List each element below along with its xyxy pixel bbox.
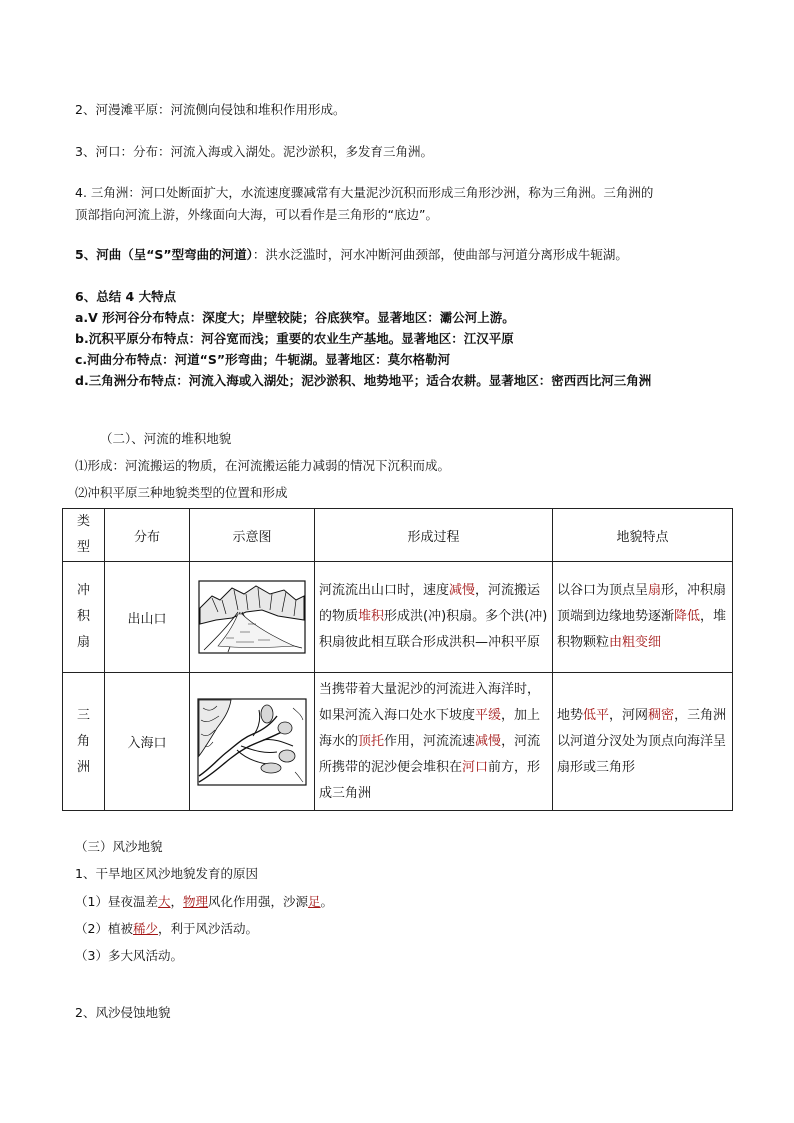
reason-text: （2）植被 — [75, 921, 133, 936]
reason-key: 稀少 — [132, 921, 158, 936]
reason-text: ，利于风沙活动。 — [157, 921, 258, 936]
table-row — [63, 673, 733, 811]
reason-key: 物理 — [183, 894, 209, 909]
reason-text: 风化作用强，沙源 — [208, 894, 309, 909]
row1-feat-text: ，堆积物颗粒 — [557, 609, 727, 650]
header-features: 地貌特点 — [553, 509, 733, 562]
section-3-title: （三）风沙地貌 — [75, 839, 163, 854]
row2-proc-text: 当携带着大量泥沙的河流进入海洋时，如果河流入海口处水下坡度 — [319, 681, 541, 723]
row2-feat-text: ，三角洲以河道分汊处为顶点向海洋呈扇形或三角形 — [557, 707, 727, 775]
row1-features — [553, 562, 733, 673]
landform-table — [62, 508, 733, 811]
diagram-alluvial-fan — [190, 562, 315, 673]
reason-text: 。 — [320, 894, 334, 909]
row-type-alluvial-fan: 冲积扇 — [63, 562, 105, 673]
row-dist-river-mouth: 入海口 — [105, 673, 190, 811]
text-line-delta-1: 4. 三角洲：河口处断面扩大，水流速度骤减常有大量泥沙沉积而形成三角形沙洲，称为三角洲。三角洲的 — [75, 185, 654, 200]
row1-feat-key: 降低 — [674, 609, 701, 624]
section-2-table-caption: ⑵冲积平原三种地貌类型的位置和形成 — [75, 485, 288, 500]
header-type: 类型 — [63, 509, 105, 562]
header-process: 形成过程 — [315, 509, 553, 562]
row2-proc-key: 减慢 — [475, 733, 502, 749]
reason-key: 足 — [308, 894, 321, 909]
row1-proc-text: 河流流出山口时，速度 — [319, 583, 450, 598]
row2-proc-text: 作用，河流流速 — [384, 733, 476, 749]
row1-proc-text: ，河流搬运的物质 — [319, 583, 541, 624]
text-line-meander — [75, 245, 628, 263]
row2-proc-text: ，河流所携带的泥沙便会堆积在 — [319, 733, 541, 775]
row2-feat-text: ，河网 — [609, 707, 649, 723]
row2-proc-key: 顶托 — [358, 733, 385, 749]
row2-proc-text: 前方，形成三角洲 — [319, 759, 541, 801]
row1-feat-key: 由粗变细 — [609, 635, 662, 650]
summary-item-a: a.V 形河谷分布特点：深度大；岸壁较陡；谷底狭窄。显著地区：灞公河上游。 — [75, 310, 515, 325]
row-type-delta: 三角洲 — [63, 673, 105, 811]
section-2-title: （二）、河流的堆积地貌 — [100, 431, 232, 446]
row2-proc-key: 平缓 — [475, 707, 502, 723]
meander-term: 5、河曲（呈“S”型弯曲的河道） — [75, 247, 253, 262]
row1-proc-text: 形成洪(冲)积扇。多个洪(冲)积扇彼此相互联合形成洪积—冲积平原 — [319, 609, 548, 650]
row2-proc-text: ，加上海水的 — [319, 707, 541, 749]
row1-proc-key: 堆积 — [358, 609, 385, 624]
section-3-reason-3: （3）多大风活动。 — [75, 948, 183, 963]
row2-proc-key: 河口 — [462, 759, 489, 775]
summary-heading: 6、总结 4 大特点 — [75, 289, 177, 304]
reason-text: ， — [170, 894, 183, 909]
section-3-heading-1: 1、干旱地区风沙地貌发育的原因 — [75, 866, 258, 881]
reason-key: 大 — [157, 894, 171, 909]
row-dist-mountain-outlet: 出山口 — [105, 562, 190, 673]
text-line-delta-2: 顶部指向河流上游，外缘面向大海，可以看作是三角形的“底边”。 — [75, 207, 438, 222]
header-diagram: 示意图 — [190, 509, 315, 562]
delta-sketch — [197, 698, 307, 786]
row2-process — [315, 673, 553, 811]
row1-proc-key: 减慢 — [449, 583, 476, 598]
summary-item-b: b.沉积平原分布特点：河谷宽而浅；重要的农业生产基地。显著地区：江汉平原 — [75, 331, 514, 346]
row2-feat-key: 稠密 — [648, 707, 675, 723]
row2-features — [553, 673, 733, 811]
section-3-reason-1 — [75, 892, 333, 910]
summary-item-c: c.河曲分布特点：河道“S”形弯曲；牛轭湖。显著地区：莫尔格勒河 — [75, 352, 451, 367]
section-2-formation: ⑴形成：河流搬运的物质，在河流搬运能力减弱的情况下沉积而成。 — [75, 458, 451, 473]
section-3-heading-2: 2、风沙侵蚀地貌 — [75, 1005, 171, 1020]
row1-feat-key: 扇 — [648, 583, 662, 598]
header-distribution: 分布 — [105, 509, 190, 562]
row1-process — [315, 562, 553, 673]
diagram-delta — [190, 673, 315, 811]
text-line-estuary: 3、河口：分布：河流入海或入湖处。泥沙淤积，多发育三角洲。 — [75, 144, 433, 159]
row2-feat-text: 地势 — [557, 707, 584, 723]
section-3-reason-2 — [75, 919, 258, 937]
row2-feat-key: 低平 — [583, 707, 610, 723]
row1-feat-text: 以谷口为顶点呈 — [557, 583, 649, 598]
table-header-row — [63, 509, 733, 562]
alluvial-fan-sketch — [198, 580, 306, 654]
summary-item-d: d.三角洲分布特点：河流入海或入湖处；泥沙淤积、地势地平；适合农耕。显著地区：密西西比河三角洲 — [75, 373, 652, 388]
table-row — [63, 562, 733, 673]
text-line-floodplain: 2、河漫滩平原：河流侧向侵蚀和堆积作用形成。 — [75, 102, 346, 117]
meander-desc: ：洪水泛滥时，河水冲断河曲颈部，使曲部与河道分离形成牛轭湖。 — [252, 247, 628, 262]
reason-text: （1）昼夜温差 — [75, 894, 158, 909]
row1-feat-text: 形，冲积扇顶端到边缘地势逐渐 — [557, 583, 727, 624]
